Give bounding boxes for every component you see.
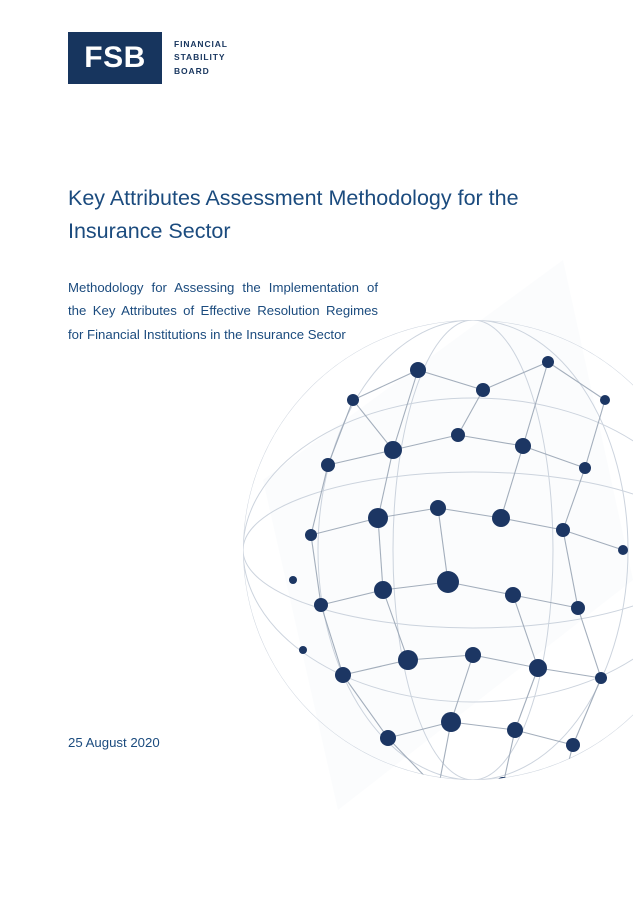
fsb-logo-word-line-1: FINANCIAL xyxy=(174,39,228,50)
page-subtitle: Methodology for Assessing the Implementation of the Key Attributes of Effective Resolution Regimes for Financial Institutions in the Insurance Sector xyxy=(68,280,378,342)
fsb-logo-wordmark xyxy=(174,38,228,78)
fsb-logo-mark xyxy=(68,32,162,84)
fsb-logo xyxy=(68,32,228,84)
publication-date: 25 August 2020 xyxy=(68,735,160,750)
fsb-logo-word-line-3: BOARD xyxy=(174,65,210,76)
fsb-logo-mark-text: FSB xyxy=(84,41,146,74)
fsb-logo-word-line-2: STABILITY xyxy=(174,52,226,63)
page-title: Key Attributes Assessment Methodology for the Insurance Sector xyxy=(68,186,519,244)
